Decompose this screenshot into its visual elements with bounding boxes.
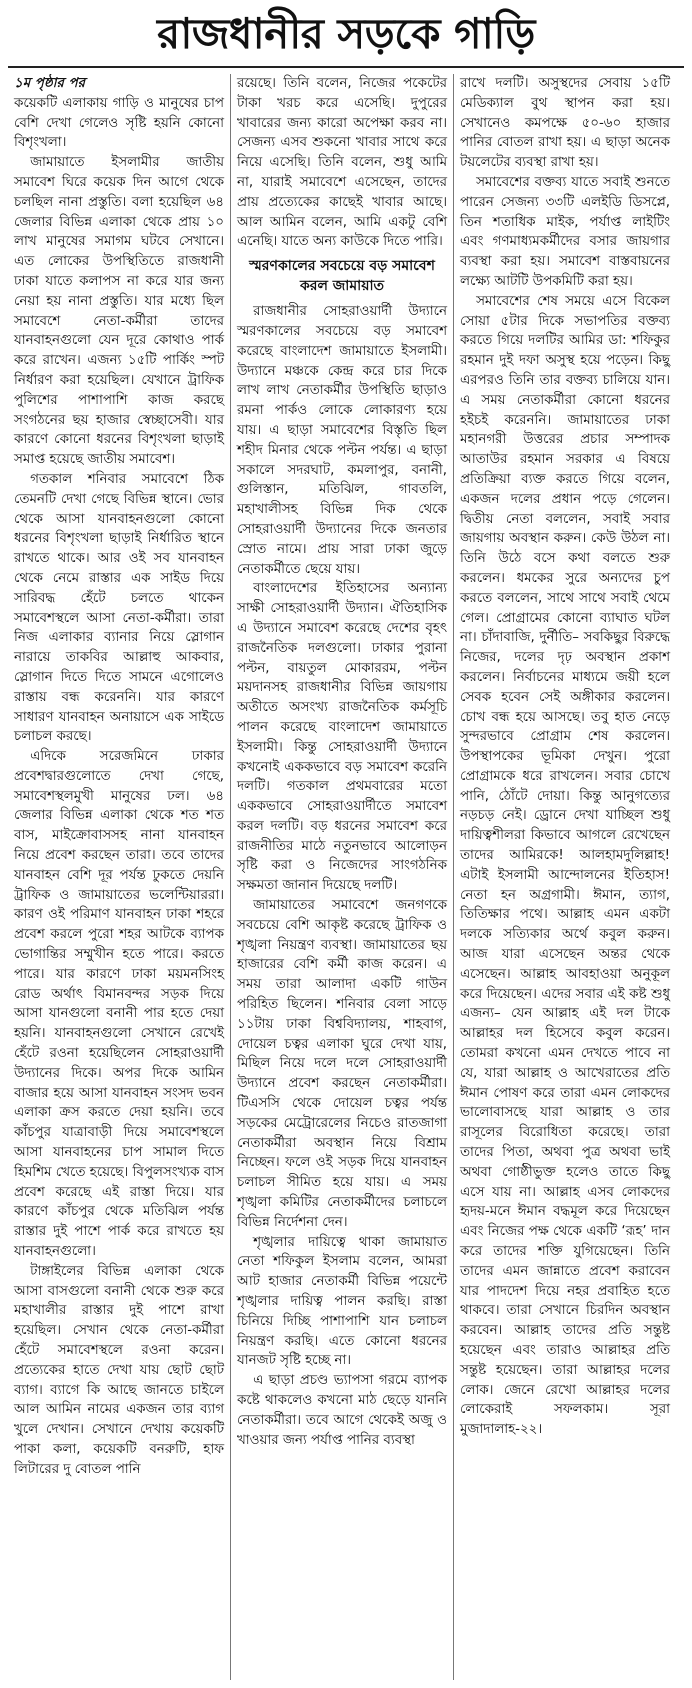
paragraph: জামায়াতে ইসলামীর জাতীয় সমাবেশ ঘিরে কয়েক দিন আগে থেকে চলছিল নানা প্রস্তুতি। বলা হয়েছিল ৬৪ জেলার বিভিন্ন এলাকা থেকে প্রায় ১০ লাখ মানুষের সমাগম ঘটবে সেখানে। এত লোকের উপস্থিতিতে রাজধানী ঢাকা যাতে কলাপস না করে যার জন্য নেয়া হয় নানা প্রস্তুতি। যার মধ্যে ছিল সমাবেশে নেতা-কর্মীরা তাদের যানবাহনগুলো যেন দূরে কোথাও পার্ক করে রাখেন। এজন্য ১৫টি পার্কিং স্পট নির্ধারণ করা হয়েছিল। যেখানে ট্রাফিক পুলিশের পাশাপাশি কাজ করছে সংগঠনের ছয় হাজার স্বেচ্ছাসেবী। যার কারণে কোনো ধরনের বিশৃংখলা ছাড়াই সমাপ্ত হয়েছে জাতীয় সমাবেশ।	[14, 155, 224, 468]
paragraph: সমাবেশের শেষ সময়ে এসে বিকেল সোয়া ৫টার দিকে সভাপতির বক্তব্য করতে গিয়ে দলটির আমির ডা: শফিকুর রহমান দুই দফা অসুস্থ হয়ে পড়েন। কিছু এরপরও তিনি তার বক্তব্য চালিয়ে যান। এ সময় নেতাকর্মীরা কোনো ধরনের হইচই করেননি। জামায়াতের ঢাকা মহানগরী উত্তরের প্রচার সম্পাদক আতাউর রহমান সরকার এ বিষয়ে প্রতিক্রিয়া ব্যক্ত করতে গিয়ে বলেন, একজন দলের প্রধান পড়ে গেলেন। দ্বিতীয় নেতা বললেন, সবাই সবার জায়গায় অবস্থান করুন। কেউ উঠল না। তিনি উঠে বসে কথা বলতে শুরু করলেন। ধমকের সুরে অন্যদের চুপ করতে বললেন, সাথে সাথে সবাই থেমে গেল। প্রোগ্রামের কোনো ব্যাঘাত ঘটল না। চাঁদাবাজি, দুর্নীতি– সবকিছুর বিরুদ্ধে নিজের, দলের দৃঢ় অবস্থান প্রকাশ করলেন। নির্বাচনের মাধ্যমে জয়ী হলে সেবক হবেন সেই অঙ্গীকার করলেন। চোখ বন্ধ হয়ে আসছে। তবু হাত নেড়ে সুন্দরভাবে প্রোগ্রাম শেষ করলেন। উপস্থাপকের ভূমিকা দেখুন। পুরো প্রোগ্রামকে ধরে রাখলেন। সবার চোখে পানি, ঠোঁটে দোয়া। কিন্তু আনুগত্যের নড়চড় নেই। ড্রোনে দেখা যাচ্ছিল শুধু দায়িত্বশীলরা কিভাবে আগলে রেখেছেন তাদের আমিরকে! আলহামদুলিল্লাহ! এটাই ইসলামী আন্দোলনের ইতিহাস! নেতা হন অগ্রগামী। ঈমান, ত্যাগ, তিতিক্ষার পথে। আল্লাহ এমন একটা দলকে সত্যিকার অর্থে কবুল করুন। আজ যারা এসেছেন অন্তর থেকে এসেছেন। আল্লাহ আবহাওয়া অনুকূল করে দিয়েছেন। এদের সবার এই কষ্ট শুধু এজন্য– যেন আল্লাহ এই দল টাকে আল্লাহর দল হিসেবে কবুল করেন। তোমরা কখনো এমন দেখতে পাবে না যে, যারা আল্লাহ ও আখেরাতের প্রতি ঈমান পোষণ করে তারা এমন লোকদের ভালোবাসছে যারা আল্লাহ ও তার রাসূলের বিরোধিতা করেছে। তারা তাদের পিতা, অথবা পুত্র অথবা ভাই অথবা গোষ্ঠীভুক্ত হলেও তাতে কিছু এসে যায় না। আল্লাহ এসব লোকদের হৃদয়-মনে ঈমান বদ্ধমূল করে দিয়েছেন এবং নিজের পক্ষ থেকে একটি ‘রূহ’ দান করে তাদের শক্তি যুগিয়েছেন। তিনি তাদের এমন জান্নাতে প্রবেশ করাবেন যার পাদদেশ দিয়ে নহর প্রবাহিত হতে থাকবে। তারা সেখানে চিরদিন অবস্থান করবেন। আল্লাহ তাদের প্রতি সন্তুষ্ট হয়েছেন এবং তারাও আল্লাহর প্রতি সন্তুষ্ট হয়েছেন। তারা আল্লাহর দলের লোক। জেনে রেখো আল্লাহর দলের লোকেরাই সফলকাম। সূরা মুজাদালাহ-২২।	[460, 293, 670, 1438]
paragraph: টাঙ্গাইলের বিভিন্ন এলাকা থেকে আসা বাসগুলো বনানী থেকে শুরু করে মহাখালীর রাস্তার দুই পাশে রাখা হয়েছিল। সেখান থেকে নেতা-কর্মীরা হেঁটে সমাবেশস্থলে রওনা করেন। প্রত্যেকের হাতে দেখা যায় ছোট ছোট ব্যাগ। ব্যাগে কি আছে জানতে চাইলে আল আমিন নামের একজন তার ব্যাগ খুলে দেখান। সেখানে দেখায় কয়েকটি পাকা কলা, কয়েকটি বনরুটি, হাফ লিটারের দু বোতল পানি	[14, 1263, 224, 1477]
column-divider	[230, 74, 231, 1680]
paragraph: রয়েছে। তিনি বলেন, নিজের পকেটের টাকা খরচ করে এসেছি। দুপুরের খাবারের জন্য কারো অপেক্ষা করব না। সেজন্য এসব শুকনো খাবার সাথে করে নিয়ে এসেছি। তিনি বলেন, শুধু আমি না, যারাই সমাবেশে এসেছেন, তাদের প্রায় প্রত্যেকের কাছেই খাবার আছে। আল আমিন বলেন, আমি একটু বেশি এনেছি। যাতে অন্য কাউকে দিতে পারি।	[237, 76, 447, 250]
headline-rule	[8, 66, 684, 68]
column-3	[456, 74, 674, 1680]
paragraph: রাজধানীর সোহরাওয়ার্দী উদ্যানে স্মরণকালের সবচেয়ে বড় সমাবেশ করেছে বাংলাদেশ জামায়াতে ইসলামী। উদ্যানে মঞ্চকে কেন্দ্র করে চার দিকে লাখ লাখ নেতাকর্মীর উপস্থিতি ছাড়াও রমনা পার্কও লোকে লোকারণ্য হয়ে যায়। এ ছাড়া সমাবেশের বিস্তৃতি ছিল শহীদ মিনার থেকে পল্টন পর্যন্ত। এ ছাড়া সকালে সদরঘাট, কমলাপুর, বনানী, গুলিস্তান, মতিঝিল, গাবতলি, মহাখালীসহ বিভিন্ন দিক থেকে সোহরাওয়ার্দী উদ্যানের দিকে জনতার স্রোত নামে। প্রায় সারা ঢাকা জুড়ে নেতাকর্মীতে ছেয়ে যায়।	[237, 304, 447, 577]
paragraph: এদিকে সরেজমিনে ঢাকার প্রবেশদ্বারগুলোতে দেখা গেছে, সমাবেশস্থলমুখী মানুষের ঢল। ৬৪ জেলার বিভিন্ন এলাকা থেকে শত শত বাস, মাইক্রোবাসসহ নানা যানবাহন নিয়ে প্রবেশ করছেন তারা। তবে তাদের যানবাহন বেশি দূর পর্যন্ত ঢুকতে দেয়নি ট্রাফিক ও জামায়াতের ভলেন্টিয়াররা। কারণ ওই পরিমাণ যানবাহন ঢাকা শহরে প্রবেশ করলে পুরো শহর আটকে ব্যাপক ভোগান্তির সম্মুখীন হতে পারে। করতে পারে। যার কারণে ঢাকা ময়মনসিংহ রোড অর্থাৎ বিমানবন্দর সড়ক দিয়ে আসা যানগুলো বনানী পার হতে দেয়া হয়নি। যানবাহনগুলো সেখানে রেখেই হেঁটে রওনা হয়েছিলেন সোহরাওয়ার্দী উদ্যানের দিকে। অপর দিকে আমিন বাজার হয়ে আসা যানবাহন সংসদ ভবন এলাকা ক্রস করতে দেয়া হয়নি। তবে কাঁচপুর যাত্রাবাড়ী দিয়ে সমাবেশস্থলে আসা যানবাহনের চাপ সামাল দিতে হিমশিম খেতে হয়েছে। বিপুলসংখ্যক বাস প্রবেশ করেছে এই রাস্তা দিয়ে। যার কারণে কাঁচপুর থেকে মতিঝিল পর্যন্ত রাস্তার দুই পাশে পার্ক করে রাখতে হয় যানবাহনগুলো।	[14, 749, 224, 1260]
paragraph: কয়েকটি এলাকায় গাড়ি ও মানুষের চাপ বেশি দেখা গেলেও সৃষ্টি হয়নি কোনো বিশৃংখলা।	[14, 95, 224, 151]
headline: রাজধানীর সড়কে গাড়ি	[157, 9, 535, 58]
column-2	[233, 74, 451, 1680]
column-1	[10, 74, 228, 1680]
paragraph: বাংলাদেশের ইতিহাসের অন্যান্য সাক্ষী সোহরাওয়ার্দী উদ্যান। ঐতিহাসিক এ উদ্যানে সমাবেশ করেছে দেশের বৃহৎ রাজনৈতিক দলগুলো। ঢাকার পুরানা পল্টন, বায়তুল মোকাররম, পল্টন ময়দানসহ রাজধানীর বিভিন্ন জায়গায় অতীতে অসংখ্য রাজনৈতিক কর্মসূচি পালন করেছে বাংলাদেশ জামায়াতে ইসলামী। কিন্তু সোহরাওয়ার্দী উদ্যানে কখনোই এককভাবে বড় সমাবেশ করেনি দলটি। গতকাল প্রথমবারের মতো এককভাবে সোহরাওয়ার্দীতে সমাবেশ করল দলটি। বড় ধরনের সমাবেশ করে রাজনীতির মাঠে নতুনভাবে আলোড়ন সৃষ্টি করা ও নিজেদের সাংগঠনিক সক্ষমতা জানান দিয়েছে দলটি।	[237, 581, 447, 894]
subheading: স্মরণকালের সবচেয়ে বড় সমাবেশ করল জামায়াত	[249, 258, 435, 295]
paragraph: গতকাল শনিবার সমাবেশে ঠিক তেমনটি দেখা গেছে বিভিন্ন স্থানে। ভোর থেকে আসা যানবাহনগুলো কোনো ধরনের বিশৃংখলা ছাড়াই নির্ধারিত স্থানে রাখতে থাকে। আর ওই সব যানবাহন থেকে নেমে রাস্তার এক সাইড দিয়ে সারিবদ্ধ হেঁটে চলতে থাকেন সমাবেশস্থলে আসা নেতা-কর্মীরা। তারা নিজ এলাকার ব্যানার নিয়ে স্লোগান নারায়ে তাকবির আল্লাহু আকবার, স্লোগান দিতে দিতে সামনে এগোলেও রাস্তায় বন্ধ করেননি। যার কারণে সাধারণ যানবাহন অনায়াসে এক সাইডে চলাচল করছে।	[14, 471, 224, 745]
jump-label: ১ম পৃষ্ঠার পর	[14, 76, 85, 91]
paragraph: এ ছাড়া প্রচণ্ড ভ্যাপসা গরমে ব্যাপক কষ্টে থাকলেও কখনো মাঠ ছেড়ে যাননি নেতাকর্মীরা। তবে আগে থেকেই অজু ও খাওয়ার জন্য পর্যাপ্ত পানির ব্যবস্থা	[237, 1373, 447, 1448]
paragraph: সমাবেশের বক্তব্য যাতে সবাই শুনতে পারেন সেজন্য ৩৩টি এলইডি ডিসপ্লে, তিন শতাধিক মাইক, পর্যাপ্ত লাইটিং এবং গণমাধ্যমকর্মীদের বসার জায়গার ব্যবস্থা করা হয়। সমাবেশ বাস্তবায়নের লক্ষ্যে আটটি উপকমিটি করা হয়।	[460, 174, 670, 289]
article-body	[10, 74, 682, 1680]
paragraph: রাখে দলটি। অসুস্থদের সেবায় ১৫টি মেডিক্যাল বুথ স্থাপন করা হয়। সেখানেও কমপক্ষে ৫০-৬০ হাজার পানির বোতল রাখা হয়। এ ছাড়া অনেক টয়লেটের ব্যবস্থা রাখা হয়।	[460, 76, 670, 171]
column-divider	[453, 74, 454, 1680]
paragraph: শৃঙ্খলার দায়িত্বে থাকা জামায়াত নেতা শফিকুল ইসলাম বলেন, আমরা আট হাজার নেতাকর্মী বিভিন্ন পয়েন্টে শৃঙ্খলার দায়িত্ব পালন করছি। রাস্তা চিনিয়ে দিচ্ছি পাশাপাশি যান চলাচল নিয়ন্ত্রণ করছি। এতে কোনো ধরনের যানজট সৃষ্টি হচ্ছে না।	[237, 1234, 447, 1369]
paragraph: জামায়াতের সমাবেশে জনগণকে সবচেয়ে বেশি আকৃষ্ট করেছে ট্রাফিক ও শৃঙ্খলা নিয়ন্ত্রণ ব্যবস্থা। জামায়াতের ছয় হাজারের বেশি কর্মী কাজ করেন। এ সময় তারা আলাদা একটি গাউন পরিহিত ছিলেন। শনিবার বেলা সাড়ে ১১টায় ঢাকা বিশ্ববিদ্যালয়, শাহবাগ, দোয়েল চত্বর এলাকা ঘুরে দেখা যায়, মিছিল নিয়ে দলে দলে সোহরাওয়ার্দী উদ্যানে প্রবেশ করছেন নেতাকর্মীরা। টিএসসি থেকে দোয়েল চত্বর পর্যন্ত সড়কের মেট্রোরেলের নিচেও রাতজাগা নেতাকর্মীরা অবস্থান নিয়ে বিশ্রাম নিচ্ছেন। ফলে ওই সড়ক দিয়ে যানবাহন চলাচল সীমিত হয়ে যায়। এ সময় শৃঙ্খলা কমিটির নেতাকর্মীদের চলাচলে বিভিন্ন নির্দেশনা দেন।	[237, 898, 447, 1230]
